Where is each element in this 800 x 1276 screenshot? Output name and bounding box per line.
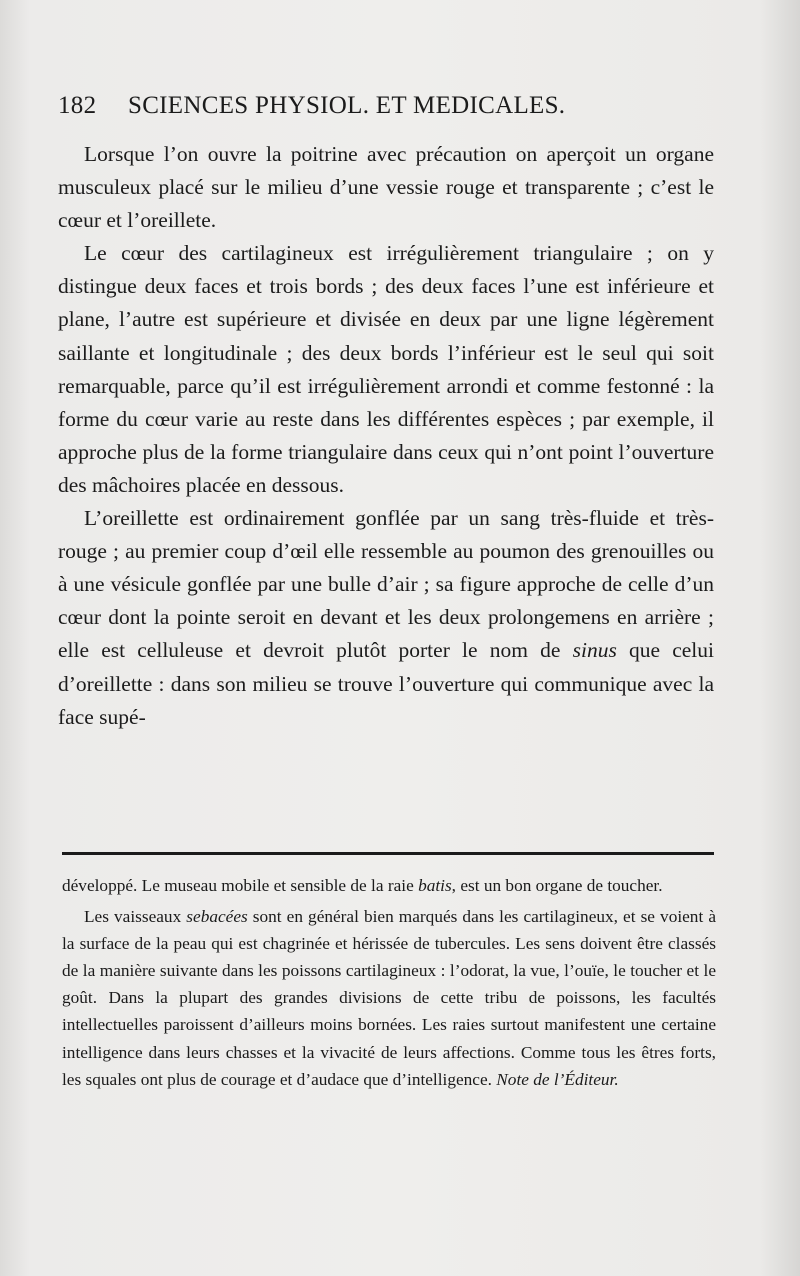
footnote-1-text-start: développé. Le museau mobile et sensible de la raie (62, 876, 419, 895)
footnote-divider (62, 852, 714, 855)
footnote-1-text-end: , est un bon organe de toucher. (451, 876, 663, 895)
paragraph-1: Lorsque l’on ouvre la poitrine avec précaution on aperçoit un organe musculeux placé sur le milieu d’une vessie rouge et transparente ; c’est le cœur et l’oreillete. (58, 142, 714, 233)
footnote-2-text-start: Les vaisseaux (84, 907, 187, 927)
paragraph-3-italic-term: sinus (572, 638, 617, 663)
footnote-paragraph-2 (62, 903, 716, 1093)
running-head: SCIENCES PHYSIOL. ET MEDICALES. (128, 92, 566, 119)
footnote (62, 872, 716, 1093)
page-header (58, 92, 668, 132)
footnote-1-italic-term: batis (418, 876, 452, 895)
page-number: 182 (58, 92, 97, 119)
paragraph-3 (58, 502, 714, 734)
footnote-2-text-middle: sont en général bien marqués dans les cartilagineux, et se voient à la surface de la peau qui est chagrinée et hérissée de tubercules. Les sens doivent être classés de la manière suivante dans les poissons cartilagineux : l’odorat, la vue, l’ouïe, le toucher et le goût. Dans la plupart des grandes divisions de cette tribu de poissons, les facultés intellectuelles paroissent d’ailleurs moins bornées. Les raies surtout manifestent une certaine intelligence dans leurs chasses et la vivacité de leurs affections. Comme tous les êtres forts, les squales ont plus de courage et d’audace que d’intelligence. (62, 907, 716, 1089)
footnote-2-italic-term: sebacées (186, 907, 248, 927)
footnote-paragraph-1 (62, 872, 716, 899)
editor-note: Note de l’Éditeur. (496, 1069, 619, 1089)
main-text (58, 138, 714, 734)
paragraph-3-text-end: que celui d’oreillette : dans son milieu se trouve l’ouverture qui communique avec la face supé- (58, 638, 715, 729)
paragraph-3-text-start: L’oreillette est ordinairement gonflée par un sang très-fluide et très-rouge ; au premier coup d’œil elle ressemble au poumon des grenouilles ou à une vésicule gonflée par une bulle d’air ; sa figure approche de celle d’un cœur dont la pointe seroit en devant et les deux prolongemens en arrière ; elle est celluleuse et devroit plutôt porter le nom de (58, 506, 714, 663)
paragraph-2: Le cœur des cartilagineux est irrégulièrement triangulaire ; on y distingue deux faces et trois bords ; des deux faces l’une est inférieure et plane, l’autre est supérieure et divisée en deux par une ligne légèrement saillante et longitudinale ; des deux bords l’inférieur est le seul qui soit remarquable, parce qu’il est irrégulièrement arrondi et comme festonné : la forme du cœur varie au reste dans les différentes espèces ; par exemple, il approche plus de la forme triangulaire dans ceux qui n’ont point l’ouverture des mâchoires placée en dessous. (58, 241, 714, 497)
